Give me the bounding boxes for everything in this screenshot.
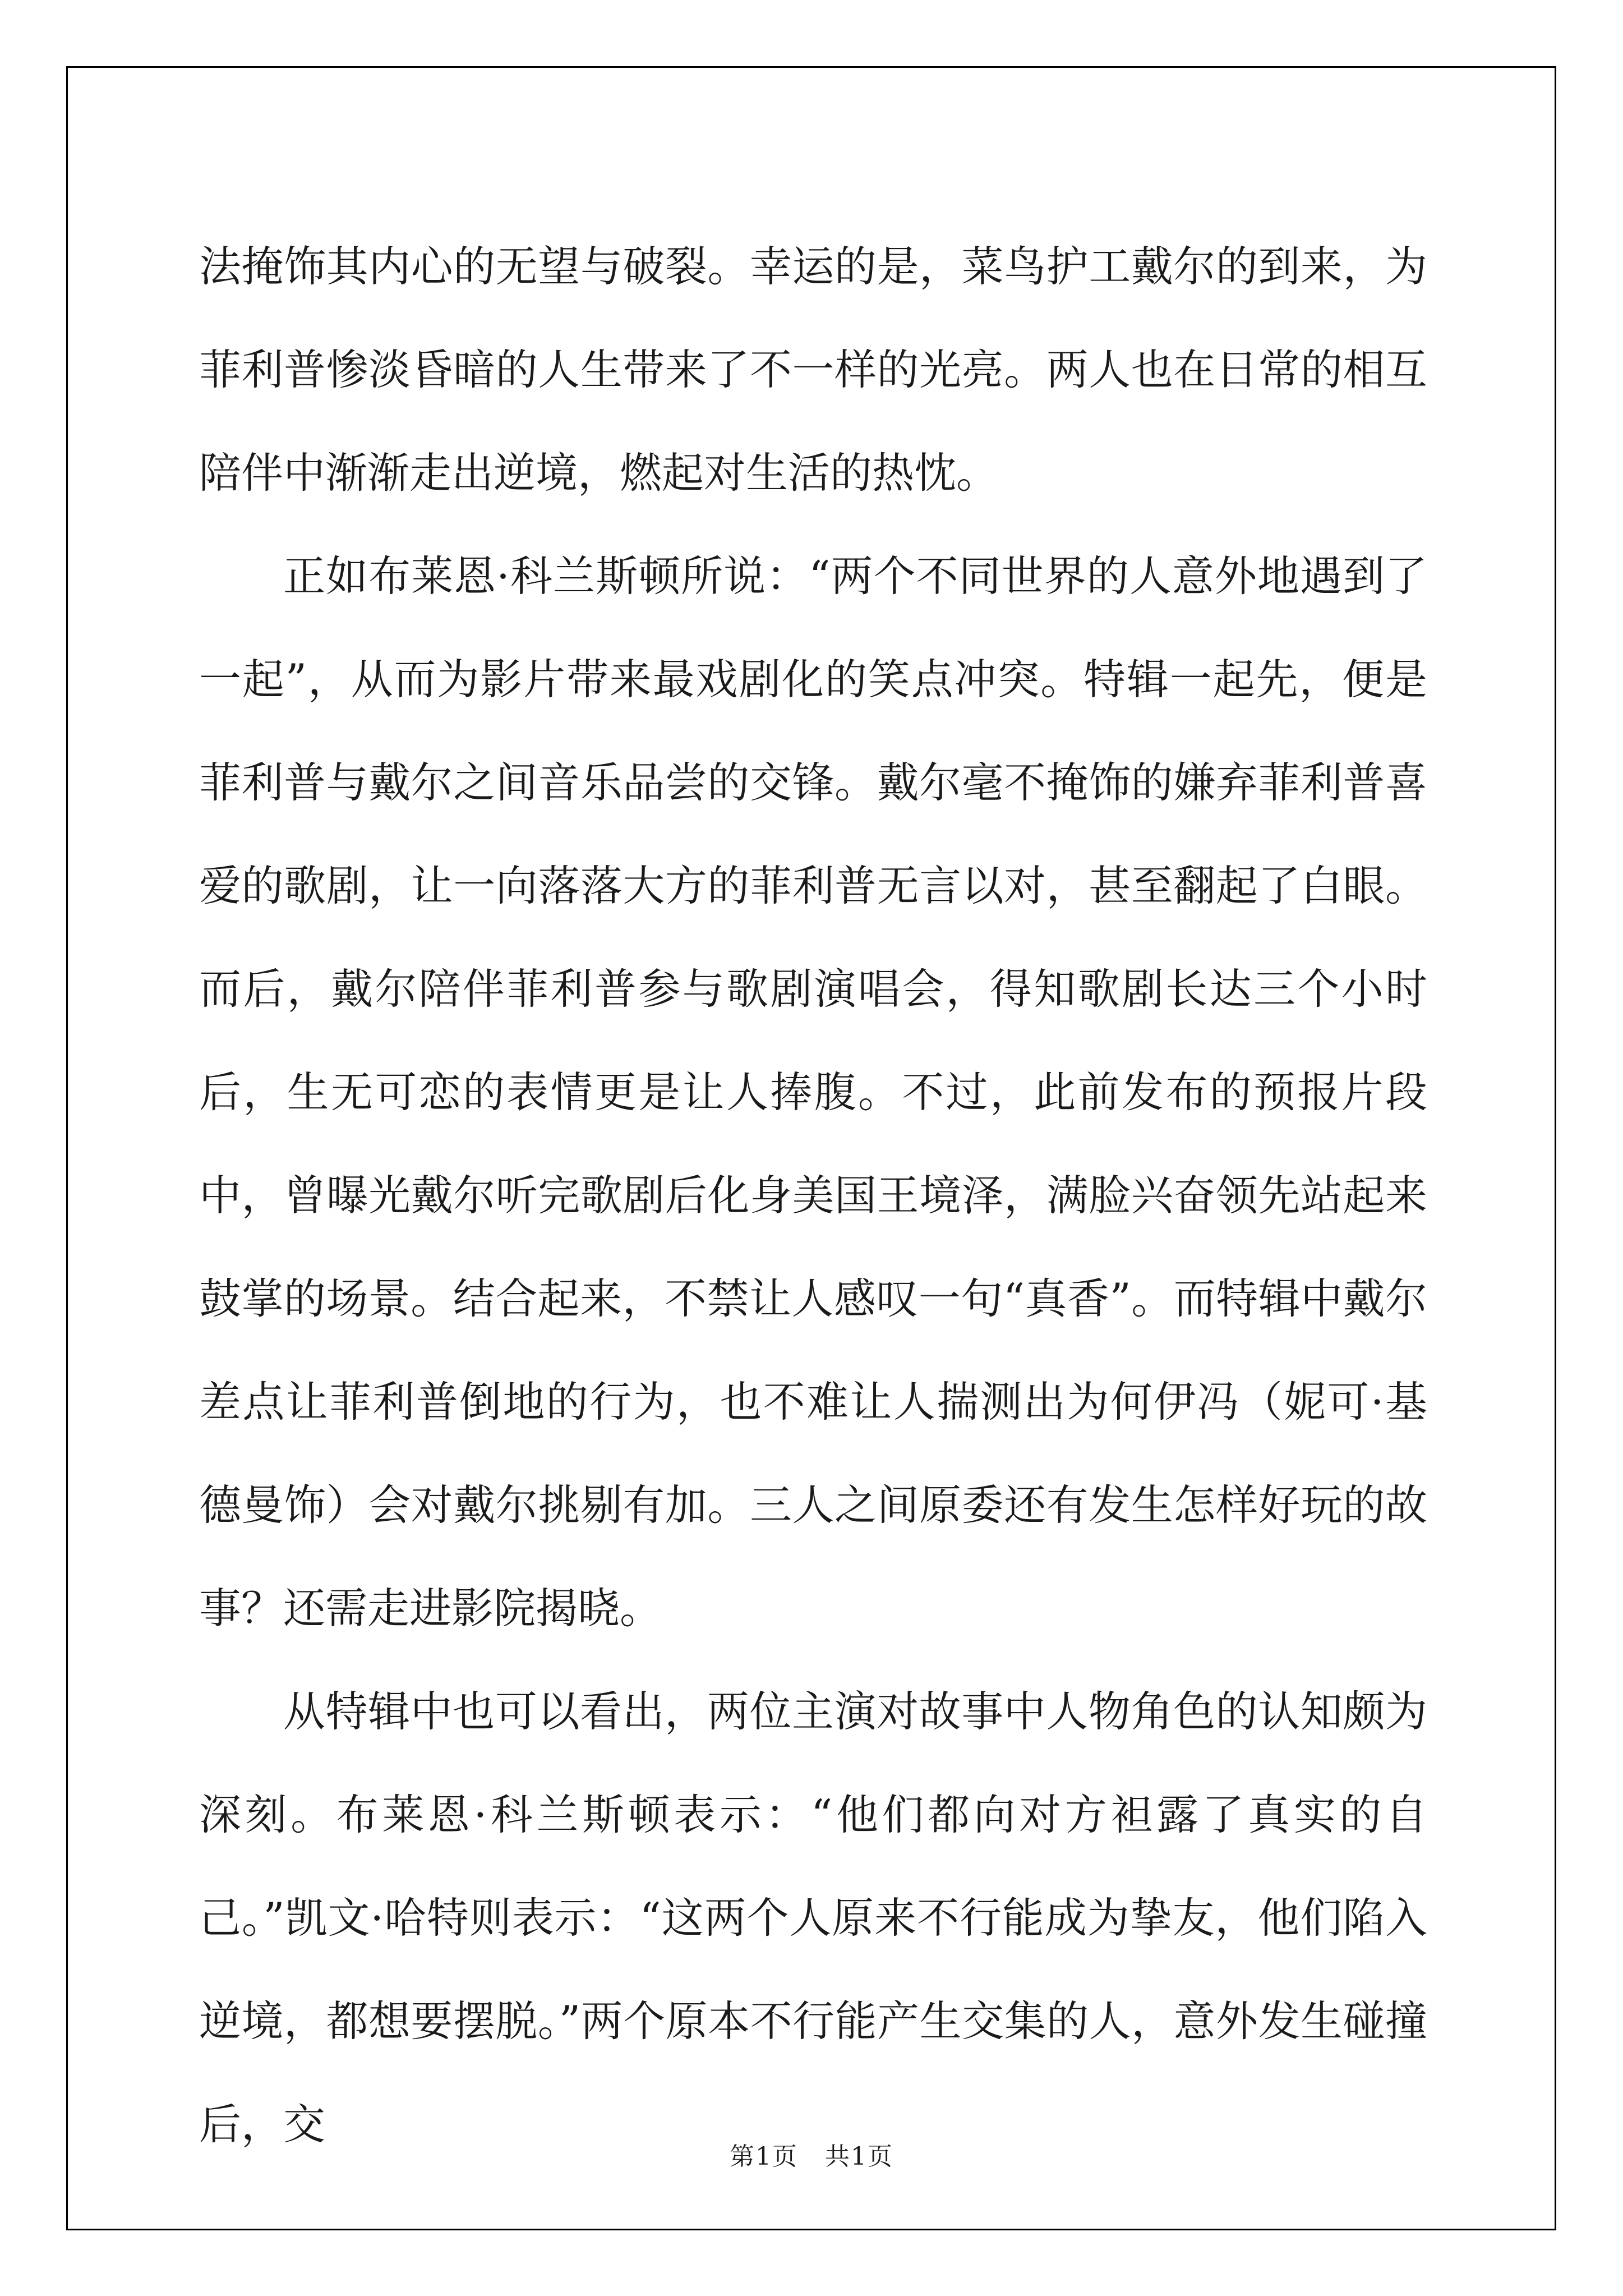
paragraph-2: 正如布莱恩·科兰斯顿所说：“两个不同世界的人意外地遇到了一起”，从而为影片带来最戏剧化的笑点冲突。特辑一起先，便是菲利普与戴尔之间音乐品尝的交锋。戴尔毫不掩饰的嫌弃菲利普喜爱的歌剧，让一向落落大方的菲利普无言以对，甚至翻起了白眼。而后，戴尔陪伴菲利普参与歌剧演唱会，得知歌剧长达三个小时后，生无可恋的表情更是让人捧腹。不过，此前发布的预报片段中，曾曝光戴尔听完歌剧后化身美国王境泽，满脸兴奋领先站起来鼓掌的场景。结合起来，不禁让人感叹一句“真香”。而特辑中戴尔差点让菲利普倒地的行为，也不难让人揣测出为何伊冯（妮可·基德曼饰）会对戴尔挑剔有加。三人之间原委还有发生怎样好玩的故事？还需走进影院揭晓。 <box>199 551 1427 1633</box>
paragraph-1: 法掩饰其内心的无望与破裂。幸运的是，菜鸟护工戴尔的到来，为菲利普惨淡昏暗的人生带来了不一样的光亮。两人也在日常的相互陪伴中渐渐走出逆境，燃起对生活的热忱。 <box>199 242 1427 498</box>
page-total: 共1页 <box>824 2142 893 2171</box>
page-footer <box>0 2136 1623 2172</box>
page-number: 第1页 <box>730 2142 799 2171</box>
paragraph-3: 从特辑中也可以看出，两位主演对故事中人物角色的认知颇为深刻。布莱恩·科兰斯顿表示：“他们都向对方袒露了真实的自己。”凯文·哈特则表示：“这两个人原来不行能成为挚友，他们陷入逆境，都想要摆脱。”两个原本不行能产生交集的人，意外发生碰撞后，交 <box>199 1687 1427 2149</box>
footer-spacer <box>798 2142 825 2171</box>
document-body <box>199 215 1427 2176</box>
